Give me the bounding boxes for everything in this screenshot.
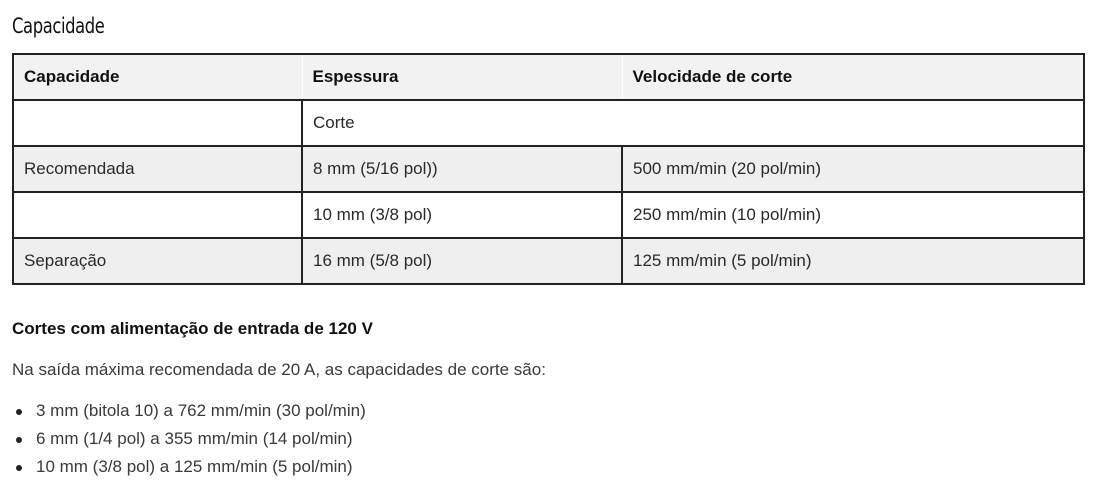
- column-header-capacidade: Capacidade: [13, 54, 302, 100]
- table-cell: Corte: [302, 100, 1084, 146]
- list-item: [12, 427, 366, 455]
- table-cell: 125 mm/min (5 pol/min): [622, 238, 1084, 284]
- column-header-velocidade: Velocidade de corte: [622, 54, 1084, 100]
- table-cell: 10 mm (3/8 pol): [302, 192, 622, 238]
- list-item-text: 3 mm (bitola 10) a 762 mm/min (30 pol/min): [36, 401, 366, 420]
- table-row: [13, 146, 1084, 192]
- list-item-text: 6 mm (1/4 pol) a 355 mm/min (14 pol/min): [36, 429, 353, 448]
- table-row: [13, 238, 1084, 284]
- list-item: [12, 399, 366, 427]
- list-item: [12, 455, 366, 483]
- table-cell: 500 mm/min (20 pol/min): [622, 146, 1084, 192]
- table-cell: [13, 192, 302, 238]
- table-cell: Recomendada: [13, 146, 302, 192]
- table-row: [13, 192, 1084, 238]
- table-cell: 16 mm (5/8 pol): [302, 238, 622, 284]
- table-header-row: [13, 54, 1084, 100]
- bullet-icon: [16, 465, 22, 471]
- section-title: Capacidade: [12, 14, 105, 38]
- table-cell: 250 mm/min (10 pol/min): [622, 192, 1084, 238]
- capacity-table: [12, 53, 1085, 285]
- cuts-120v-title: Cortes com alimentação de entrada de 120 V: [12, 319, 373, 338]
- table-cell: 8 mm (5/16 pol)): [302, 146, 622, 192]
- bullet-icon: [16, 409, 22, 415]
- cut-capacity-list: [12, 399, 366, 483]
- table-cell: Separação: [13, 238, 302, 284]
- cuts-120v-intro: Na saída máxima recomendada de 20 A, as capacidades de corte são:: [12, 360, 546, 379]
- column-header-espessura: Espessura: [302, 54, 622, 100]
- list-item-text: 10 mm (3/8 pol) a 125 mm/min (5 pol/min): [36, 457, 353, 476]
- bullet-icon: [16, 437, 22, 443]
- table-cell: [13, 100, 302, 146]
- table-row: [13, 100, 1084, 146]
